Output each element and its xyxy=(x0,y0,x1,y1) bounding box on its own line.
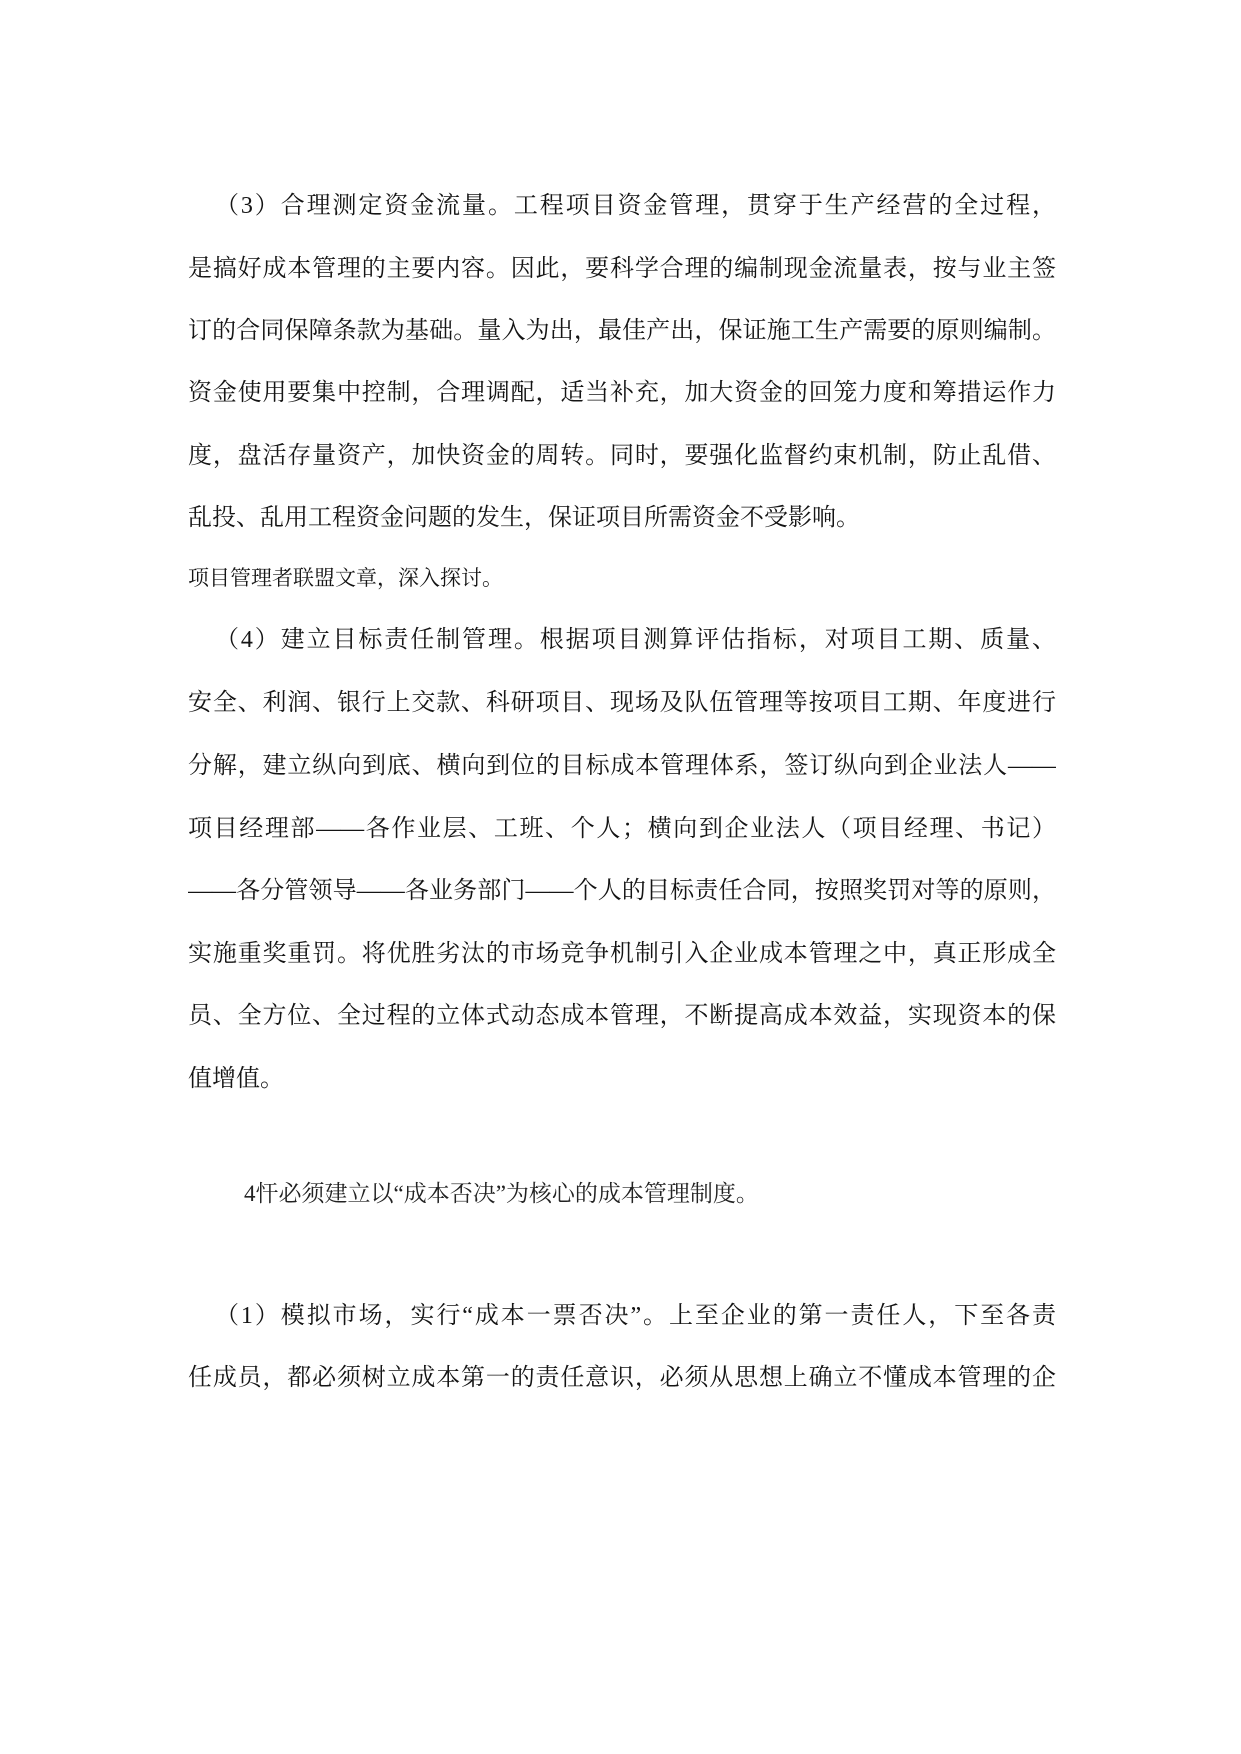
text-line: 乱投、乱用工程资金问题的发生，保证项目所需资金不受影响。 xyxy=(188,505,860,531)
text-line: 安全、利润、银行上交款、科研项目、现场及队伍管理等按项目工期、年度进行 xyxy=(188,690,1056,716)
text-line: 度，盘活存量资产，加快资金的周转。同时，要强化监督约束机制，防止乱借、 xyxy=(188,443,1056,469)
text-line: 实施重奖重罚。将优胜劣汰的市场竞争机制引入企业成本管理之中，真正形成全 xyxy=(188,941,1056,967)
text-line: 订的合同保障条款为基础。量入为出，最佳产出，保证施工生产需要的原则编制。 xyxy=(188,318,1056,344)
text-line: 分解，建立纵向到底、横向到位的目标成本管理体系，签订纵向到企业法人—— xyxy=(188,753,1056,779)
text-line: 任成员，都必须树立成本第一的责任意识，必须从思想上确立不懂成本管理的企 xyxy=(188,1365,1056,1391)
text-line: （3）合理测定资金流量。工程项目资金管理，贯穿于生产经营的全过程， xyxy=(215,193,1056,219)
text-line: 值增值。 xyxy=(188,1066,284,1092)
text-line: 4忓必须建立以“成本否决”为核心的成本管理制度。 xyxy=(244,1181,759,1206)
text-line: 资金使用要集中控制，合理调配，适当补充，加大资金的回笼力度和筹措运作力 xyxy=(188,380,1056,406)
text-line: （1）模拟市场，实行“成本一票否决”。上至企业的第一责任人，下至各责 xyxy=(215,1303,1056,1329)
text-line: ——各分管领导——各业务部门——个人的目标责任合同，按照奖罚对等的原则， xyxy=(188,878,1056,904)
text-line: （4）建立目标责任制管理。根据项目测算评估指标，对项目工期、质量、 xyxy=(215,627,1056,653)
text-line: 是搞好成本管理的主要内容。因此，要科学合理的编制现金流量表，按与业主签 xyxy=(188,256,1056,282)
text-line: 项目经理部——各作业层、工班、个人；横向到企业法人（项目经理、书记） xyxy=(188,816,1056,842)
text-line: 员、全方位、全过程的立体式动态成本管理，不断提高成本效益，实现资本的保 xyxy=(188,1003,1056,1029)
text-line: 项目管理者联盟文章，深入探讨。 xyxy=(188,566,503,590)
